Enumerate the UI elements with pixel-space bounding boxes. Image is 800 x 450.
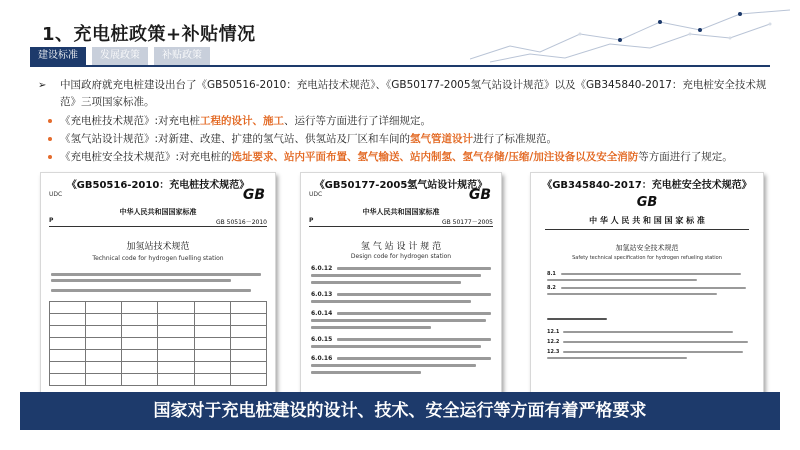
standard-code: GB 50516－2010: [215, 219, 267, 226]
page-title: 1、充电桩政策+补贴情况: [42, 24, 256, 45]
tab-underline: [30, 65, 770, 67]
divider: [545, 229, 749, 230]
clause-number: 12.3: [547, 349, 560, 355]
text-line: [337, 267, 491, 270]
bullet-highlight: 选址要求、站内平面布置、氢气输送、站内制氢、氢气存储/压缩/加注设备以及安全消防: [231, 151, 639, 163]
tab-bar: [30, 47, 210, 65]
text-line: [547, 279, 697, 281]
tab-subsidy-policy[interactable]: 补贴政策: [154, 47, 210, 65]
bullet-tail: 进行了标准规范。: [473, 133, 558, 145]
decorative-chart-icon: [470, 4, 800, 64]
text-line: [51, 279, 231, 282]
document-card-gb50516: [40, 172, 276, 396]
standard-name: 中 华 人 民 共 和 国 国 家 标 准: [589, 216, 705, 225]
standard-code: GB 50177－2005: [441, 219, 493, 226]
text-line: [311, 319, 486, 322]
text-line: [337, 293, 491, 296]
text-line: [563, 331, 733, 333]
clause-number: 12.1: [547, 329, 560, 335]
bullet-lead: 《充电桩技术规范》:对充电桩: [60, 115, 201, 127]
bullet-dot-icon: [48, 137, 52, 141]
document-caption: 《GB345840-2017：充电桩安全技术规范》: [542, 180, 752, 191]
specification-table: [49, 301, 267, 386]
text-line: [311, 281, 461, 284]
intro-text: 中国政府就充电桩建设出台了《GB50516-2010：充电站技术规范》、《GB50177-2005氢气站设计规范》以及《GB345840-2017：充电桩安全技术规范》三项国家标准。: [60, 79, 767, 108]
text-line: [51, 273, 261, 276]
clause-number: 6.0.12: [311, 265, 333, 272]
text-line: [547, 293, 717, 295]
bullet-highlight: 氢气管道设计: [410, 133, 474, 145]
gb-logo: GB: [242, 187, 265, 203]
text-line: [311, 300, 471, 303]
document-card-gb50177: [300, 172, 502, 396]
clause-number: 8.2: [547, 285, 556, 291]
bullet-lead: 《充电桩安全技术规范》:对充电桩的: [60, 151, 232, 163]
bullet-tail: 、运行等方面进行了详细规定。: [284, 115, 432, 127]
text-line: [311, 274, 481, 277]
clause-number: 12.2: [547, 339, 560, 345]
text-line: [311, 371, 421, 374]
gb-logo: GB: [636, 195, 658, 210]
document-title: 氢 气 站 设 计 规 范: [360, 242, 442, 252]
summary-banner-text: 国家对于充电桩建设的设计、技术、安全运行等方面有着严格要求: [153, 401, 647, 421]
text-line: [337, 338, 491, 341]
text-line: [563, 341, 748, 343]
bullet-dot-icon: [48, 155, 52, 159]
udc-label: UDC: [309, 191, 323, 198]
p-label: P: [309, 217, 314, 224]
bullet-lead: 《氢气站设计规范》:对新建、改建、扩建的氢气站、供氢站及厂区和车间的: [60, 133, 411, 145]
section-heading-line: [547, 318, 607, 320]
p-label: P: [49, 217, 54, 224]
bullet-dot-icon: [48, 119, 52, 123]
tab-development-policy[interactable]: 发展政策: [92, 47, 148, 65]
bullet-highlight: 工程的设计、施工: [200, 115, 285, 127]
text-line: [337, 312, 491, 315]
text-line: [561, 287, 746, 289]
document-subtitle: Technical code for hydrogen fuelling station: [92, 255, 224, 262]
bullet-item: [48, 149, 733, 165]
clause-number: 6.0.16: [311, 355, 333, 362]
document-subtitle: Design code for hydrogen station: [350, 253, 452, 260]
document-card-gb345840: [530, 172, 764, 396]
bullet-tail: 等方面进行了规定。: [638, 151, 733, 163]
clause-number: 6.0.13: [311, 291, 333, 298]
intro-paragraph: [38, 77, 778, 111]
standard-name: 中华人民共和国国家标准: [362, 208, 440, 216]
gb-logo: GB: [468, 187, 491, 203]
text-line: [311, 326, 431, 329]
text-line: [337, 357, 491, 360]
divider: [49, 226, 267, 227]
standard-name: 中华人民共和国国家标准: [119, 208, 197, 216]
clause-number: 6.0.14: [311, 310, 333, 317]
text-line: [561, 273, 741, 275]
bullet-item: [48, 131, 557, 147]
tab-construction-standards[interactable]: 建设标准: [30, 47, 86, 65]
text-line: [311, 345, 481, 348]
divider: [309, 226, 493, 227]
bullet-item: [48, 113, 431, 129]
document-subtitle: Safety technical specification for hydrogen refueling station: [572, 255, 722, 261]
text-line: [311, 364, 476, 367]
clause-number: 8.1: [547, 271, 556, 277]
text-line: [51, 289, 251, 292]
arrow-bullet-icon: ➢: [38, 80, 47, 91]
document-title: 加氢站技术规范: [126, 242, 190, 252]
udc-label: UDC: [49, 191, 63, 198]
text-line: [547, 357, 687, 359]
clause-number: 6.0.15: [311, 336, 333, 343]
document-caption: 《GB50177-2005氢气站设计规范》: [314, 180, 488, 191]
text-line: [563, 351, 743, 353]
document-caption: 《GB50516-2010：充电桩技术规范》: [66, 180, 250, 191]
document-title: 加氢站安全技术规范: [615, 244, 679, 252]
